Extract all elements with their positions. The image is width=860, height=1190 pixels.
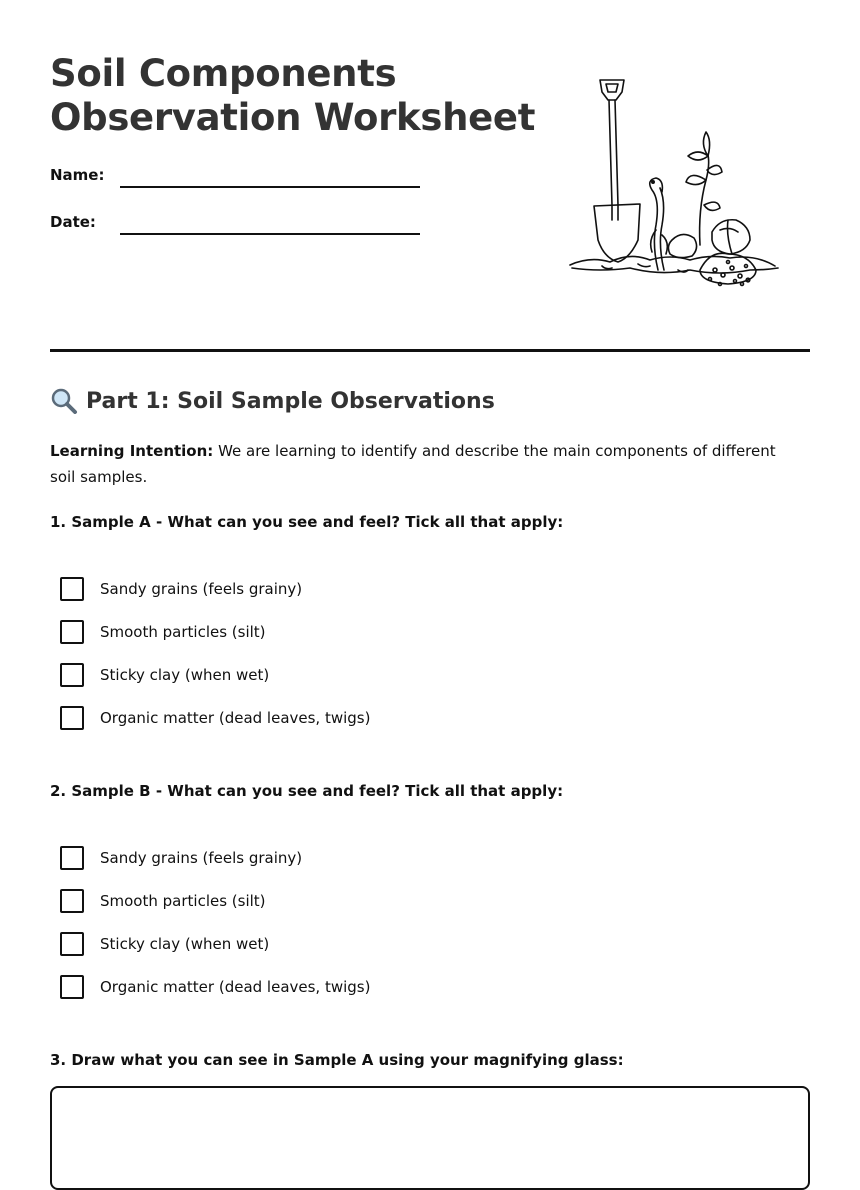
checkbox-item[interactable]	[60, 610, 370, 653]
q2-options	[60, 836, 370, 1008]
question-1: 1. Sample A - What can you see and feel? Tick all that apply:	[50, 513, 564, 531]
question-3: 3. Draw what you can see in Sample A using your magnifying glass:	[50, 1051, 624, 1069]
checkbox[interactable]	[60, 663, 84, 687]
q1-options	[60, 567, 370, 739]
checkbox-item[interactable]	[60, 965, 370, 1008]
checkbox[interactable]	[60, 889, 84, 913]
checkbox[interactable]	[60, 706, 84, 730]
date-label: Date:	[50, 213, 96, 231]
checkbox[interactable]	[60, 577, 84, 601]
checkbox-label: Smooth particles (silt)	[100, 622, 266, 641]
question-2: 2. Sample B - What can you see and feel? Tick all that apply:	[50, 782, 564, 800]
section-divider	[50, 349, 810, 352]
drawing-box[interactable]	[50, 1086, 810, 1190]
checkbox-item[interactable]	[60, 567, 370, 610]
checkbox[interactable]	[60, 932, 84, 956]
title-line-2: Observation Worksheet	[50, 96, 536, 139]
learning-intention-text: We are learning to identify and describe the main components of different soil samples.	[50, 442, 776, 486]
learning-intention	[50, 438, 790, 490]
checkbox-label: Organic matter (dead leaves, twigs)	[100, 708, 371, 727]
learning-intention-label: Learning Intention:	[50, 442, 214, 460]
checkbox-item[interactable]	[60, 836, 370, 879]
checkbox[interactable]	[60, 620, 84, 644]
checkbox-item[interactable]	[60, 922, 370, 965]
checkbox-item[interactable]	[60, 696, 370, 739]
checkbox[interactable]	[60, 975, 84, 999]
soil-shovel-illustration-icon	[560, 70, 790, 295]
title-line-1: Soil Components	[50, 52, 397, 95]
checkbox-label: Smooth particles (silt)	[100, 891, 266, 910]
name-line[interactable]	[120, 186, 420, 188]
checkbox[interactable]	[60, 846, 84, 870]
name-field	[50, 166, 430, 196]
part1-heading-text: Part 1: Soil Sample Observations	[86, 388, 495, 414]
magnifier-icon	[50, 388, 78, 414]
date-line[interactable]	[120, 233, 420, 235]
name-label: Name:	[50, 166, 105, 184]
checkbox-label: Organic matter (dead leaves, twigs)	[100, 977, 371, 996]
checkbox-item[interactable]	[60, 879, 370, 922]
date-field	[50, 213, 430, 243]
checkbox-label: Sticky clay (when wet)	[100, 665, 270, 684]
checkbox-item[interactable]	[60, 653, 370, 696]
checkbox-label: Sandy grains (feels grainy)	[100, 579, 303, 598]
worksheet-title	[50, 52, 535, 140]
part1-heading	[50, 388, 495, 414]
checkbox-label: Sticky clay (when wet)	[100, 934, 270, 953]
checkbox-label: Sandy grains (feels grainy)	[100, 848, 303, 867]
